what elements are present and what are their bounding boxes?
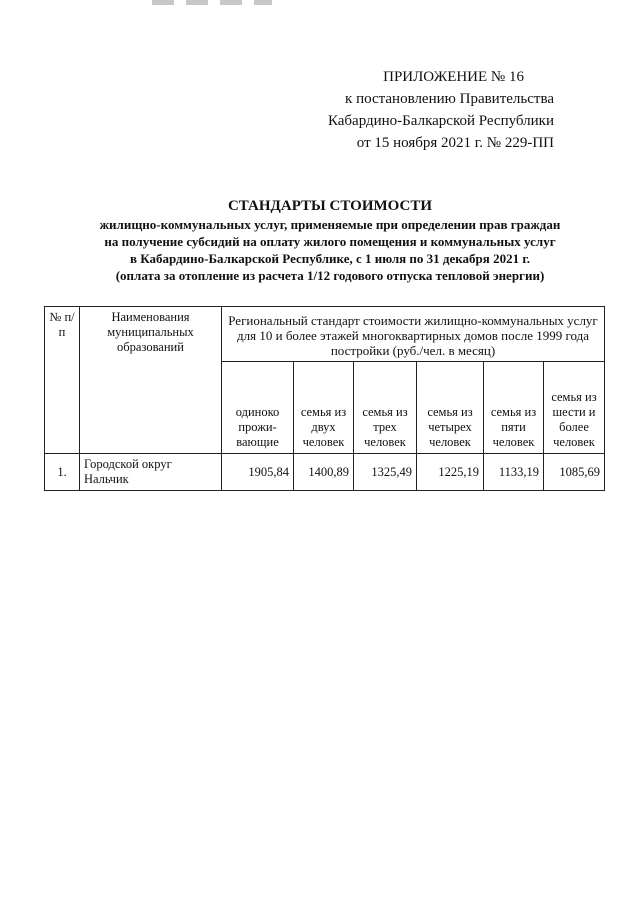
- appendix-block: [328, 66, 554, 154]
- appendix-line: к постановлению Правительства: [345, 91, 554, 107]
- row-value: 1225,19: [417, 454, 484, 491]
- appendix-line: Кабардино-Балкарской Республики: [327, 113, 554, 129]
- row-value: 1400,89: [294, 454, 354, 491]
- row-value: 1325,49: [354, 454, 417, 491]
- row-value: 1905,84: [222, 454, 294, 491]
- row-num: 1.: [45, 454, 80, 491]
- title-line: на получение субсидий на оплату жилого помещения и коммунальных услуг: [104, 234, 556, 249]
- header-num: № п/п: [45, 307, 80, 454]
- appendix-line: от 15 ноября 2021 г. № 229-ПП: [356, 135, 554, 151]
- subheader-cell: семья из шести и более человек: [544, 362, 605, 454]
- standards-table: [44, 306, 605, 491]
- subheader-cell: семья из пяти человек: [484, 362, 544, 454]
- subheader-cell: семья из трех человек: [354, 362, 417, 454]
- title-line: в Кабардино-Балкарской Республике, с 1 июля по 31 декабря 2021 г.: [129, 251, 531, 266]
- subheader-cell: семья из двух человек: [294, 362, 354, 454]
- title-main: СТАНДАРТЫ СТОИМОСТИ: [227, 198, 433, 214]
- title-line: (оплата за отопление из расчета 1/12 годового отпуска тепловой энергии): [115, 268, 545, 283]
- title-line: жилищно-коммунальных услуг, применяемые при определении прав граждан: [99, 217, 561, 232]
- row-value: 1085,69: [544, 454, 605, 491]
- document-title: [40, 196, 620, 284]
- row-name: Городской округ Нальчик: [80, 454, 222, 491]
- appendix-title: ПРИЛОЖЕНИЕ № 16: [383, 69, 524, 85]
- subheader-cell: семья из четырех человек: [417, 362, 484, 454]
- header-name: Наименования муниципальных образований: [80, 307, 222, 454]
- row-value: 1133,19: [484, 454, 544, 491]
- scan-artifact: [152, 0, 272, 5]
- header-group: Региональный стандарт стоимости жилищно-коммунальных услуг для 10 и более этажей многоквартирных домов после 1999 года постройки (руб./чел. в месяц): [222, 307, 605, 362]
- table-row: [45, 454, 605, 491]
- header-row: [45, 307, 605, 362]
- subheader-cell: одиноко прожи-вающие: [222, 362, 294, 454]
